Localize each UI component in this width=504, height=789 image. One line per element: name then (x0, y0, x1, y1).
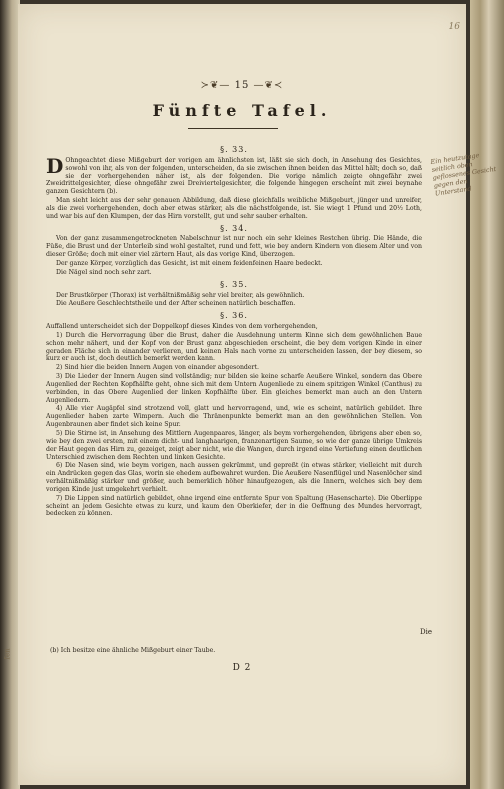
right-book-edge (470, 0, 504, 789)
paragraph-text: 2) Sind hier die beiden Innern Augen von einander abgesondert. (56, 364, 259, 372)
section-heading: §. 33. (220, 145, 248, 154)
section-heading: §. 36. (220, 311, 248, 321)
paragraph-text: Von der ganz zusammengetrockneten Nabelschnur ist nur noch ein sehr kleines Restchen übrig. Die Hände, die Füße, die Brust und der Unterleib sind wohl gestaltet, rund und fett, wie bey andern Kindern von diesem Alter und von dieser Größe; doch mit einer viel zärtern Haut, als das vorige Kind, überzogen. (46, 235, 422, 259)
chapter-title: Fünfte Tafel. (152, 101, 332, 120)
title-rule (188, 128, 278, 129)
drop-cap: D (46, 153, 64, 178)
paragraph (46, 332, 422, 363)
ornament-right-icon: —❦≺ (253, 80, 284, 91)
body-text (46, 142, 422, 519)
paragraph-text: Der ganze Körper, vorzüglich das Gesicht, ist mit einem feidenfeinen Haare bedeckt. (56, 259, 323, 267)
paragraph-text: 5) Die Stirne ist, in Ansehung des Mittlern Augenpaares, länger, als beym vorhergehenden, übrigens aber eben so, wie bey den zwei ersten, mit einem dicht- und langhaarigen, franzenartigen Saume, so wie der ganze übrige Umkreis der Haut gegen das Hirn zu, gezeiget, zeigt aber nicht, wie die Wangen, durch irgend eine Vertiefung einen deutlichen Unterschied zwischen dem Rechten und linken Gesichte. (46, 430, 422, 461)
paragraph (46, 373, 422, 404)
paragraph (46, 405, 422, 429)
running-head (18, 80, 466, 91)
paragraph (46, 197, 422, 221)
paragraph-text: Ohngeachtet diese Mißgeburt der vorigen am ähnlichsten ist, läßt sie sich doch, in Ansehung des Gesichtes, sowohl von ihr, als von der folgenden, unterscheiden, da sie zwischen ihnen beiden das Mittel hält; doch so, daß sie der vorhergehenden näher ist, als der folgenden. Die vorige nämlich zeigte ohngefähr zwei Zweidrittelgesichter, diese ohngefähr zwei Dreiviertelgesichter, die folgende hingegen erscheint mit zwei beynahe ganzen Gesichtern (b). (46, 156, 422, 196)
book-page (18, 4, 497, 785)
catchword: Die (420, 628, 432, 636)
paragraph (46, 269, 422, 277)
paragraph (46, 495, 422, 519)
folio-number: 16 (448, 22, 460, 32)
paragraph (46, 292, 422, 300)
footnote: (b) Ich besitze eine ähnliche Mißgeburt einer Taube. (50, 647, 216, 654)
paragraph-text: 4) Alle vier Augäpfel sind strotzend voll, glatt und hervorragend, und, wie es scheint, natürlich gebildet. Ihre Augenlieder haben zarte Wimpern. Auch die Thränenpunkte bemerkt man an den gewöhnlichen Stellen. Von Augenbraunen aber findet sich keine Spur. (46, 405, 422, 429)
paragraph-text: 1) Durch die Hervorragung über die Brust, daher die Ausdehnung unterm Kinne sich dem gewöhnlichen Baue schon mehr nähert, und der Kopf von der Brust ganz abgeschieden erscheint, die bey dem vorigen Kinde in einer geraden Fläche sich in einander verlieren, und keinen Hals nach vorne zu unterscheiden lassen, der bey diesem, so kurz er auch ist, doch deutlich bemerkt werden kann. (46, 331, 422, 363)
paragraph (46, 300, 422, 308)
left-edge-fragment: fen (3, 648, 12, 660)
paragraph-text: 6) Die Nasen sind, wie beym vorigen, nach aussen gekrümmt, und gepreßt (in etwas stärker, vielleicht mit durch ein Andrücken gegen das Glas, worin sie ehedem aufbewahret wurden. Die Aeußere Nasenflügel und Nasenlöcher sind verhältnißmäßig stärker und größer, auch bemerklich höher hinaufgezogen, als die Innern, welches sich bey dem vorigen Kinde just umgekehrt verhielt. (46, 462, 422, 493)
paragraph (46, 260, 422, 268)
paragraph-text: Die Aeußere Geschlechtstheile und der After scheinen natürlich beschaffen. (56, 300, 296, 308)
paragraph (46, 323, 422, 331)
paragraph (46, 153, 422, 196)
paragraph (46, 430, 422, 461)
paragraph (46, 364, 422, 372)
paragraph-text: 3) Die Lieder der Innern Augen sind vollständig; nur bilden sie keine scharfe Aeußere Winkel, sondern das Obere Augenlied der Rechten Kopfhälfte geht, ohne sich mit dem Untern Augenliede zu einem spitzigen Winkel (Canthus) zu verbinden, in das Obere Augenlied der linken Kopfhälfte über. Ein gleiches bemerkt man auch an den Untern Augenliedern. (46, 373, 422, 404)
paragraph-text: Die Nägel sind noch sehr zart. (56, 268, 152, 276)
page-number: 15 (234, 80, 250, 91)
paragraph-text: Der Brustkörper (Thorax) ist verhältnißmäßig sehr viel breiter, als gewöhnlich. (56, 291, 305, 299)
marginal-handwritten-note: Ein heutzutage seitlich oben geflossenes Gesicht gegen den Unterstand (430, 151, 497, 198)
ornament-left-icon: ≻❦— (200, 80, 231, 91)
paragraph-text: 7) Die Lippen sind natürlich gebildet, ohne irgend eine entfernte Spur von Spaltung (Hasenscharte). Die Oberlippe scheint an jedem Gesichte etwas zu kurz, und kaum den Oberkiefer, der in die Oeffnung des Mundes hervorragt, bedecken zu können. (46, 494, 422, 518)
paragraph (46, 462, 422, 493)
section-heading: §. 34. (220, 223, 248, 233)
paragraph-text: Auffallend unterscheidet sich der Doppelkopf dieses Kindes von dem vorhergehenden, (46, 323, 318, 331)
paragraph-text: Man sieht leicht aus der sehr genauen Abbildung, daß diese gleichfalls weibliche Mißgeburt, jünger und unreifer, als die zwei vorhergehenden, doch aber etwas stärker, als die nächstfolgende, ist. Sie wiegt 1 Pfund und 20½ Loth, und war bis auf den Klumpen, der das Hirn vorstellt, gut und sehr sauber erhalten. (46, 197, 422, 220)
section-heading: §. 35. (220, 279, 248, 289)
paragraph (46, 235, 422, 259)
signature-mark: D 2 (232, 663, 252, 673)
left-page-edge (0, 0, 20, 789)
